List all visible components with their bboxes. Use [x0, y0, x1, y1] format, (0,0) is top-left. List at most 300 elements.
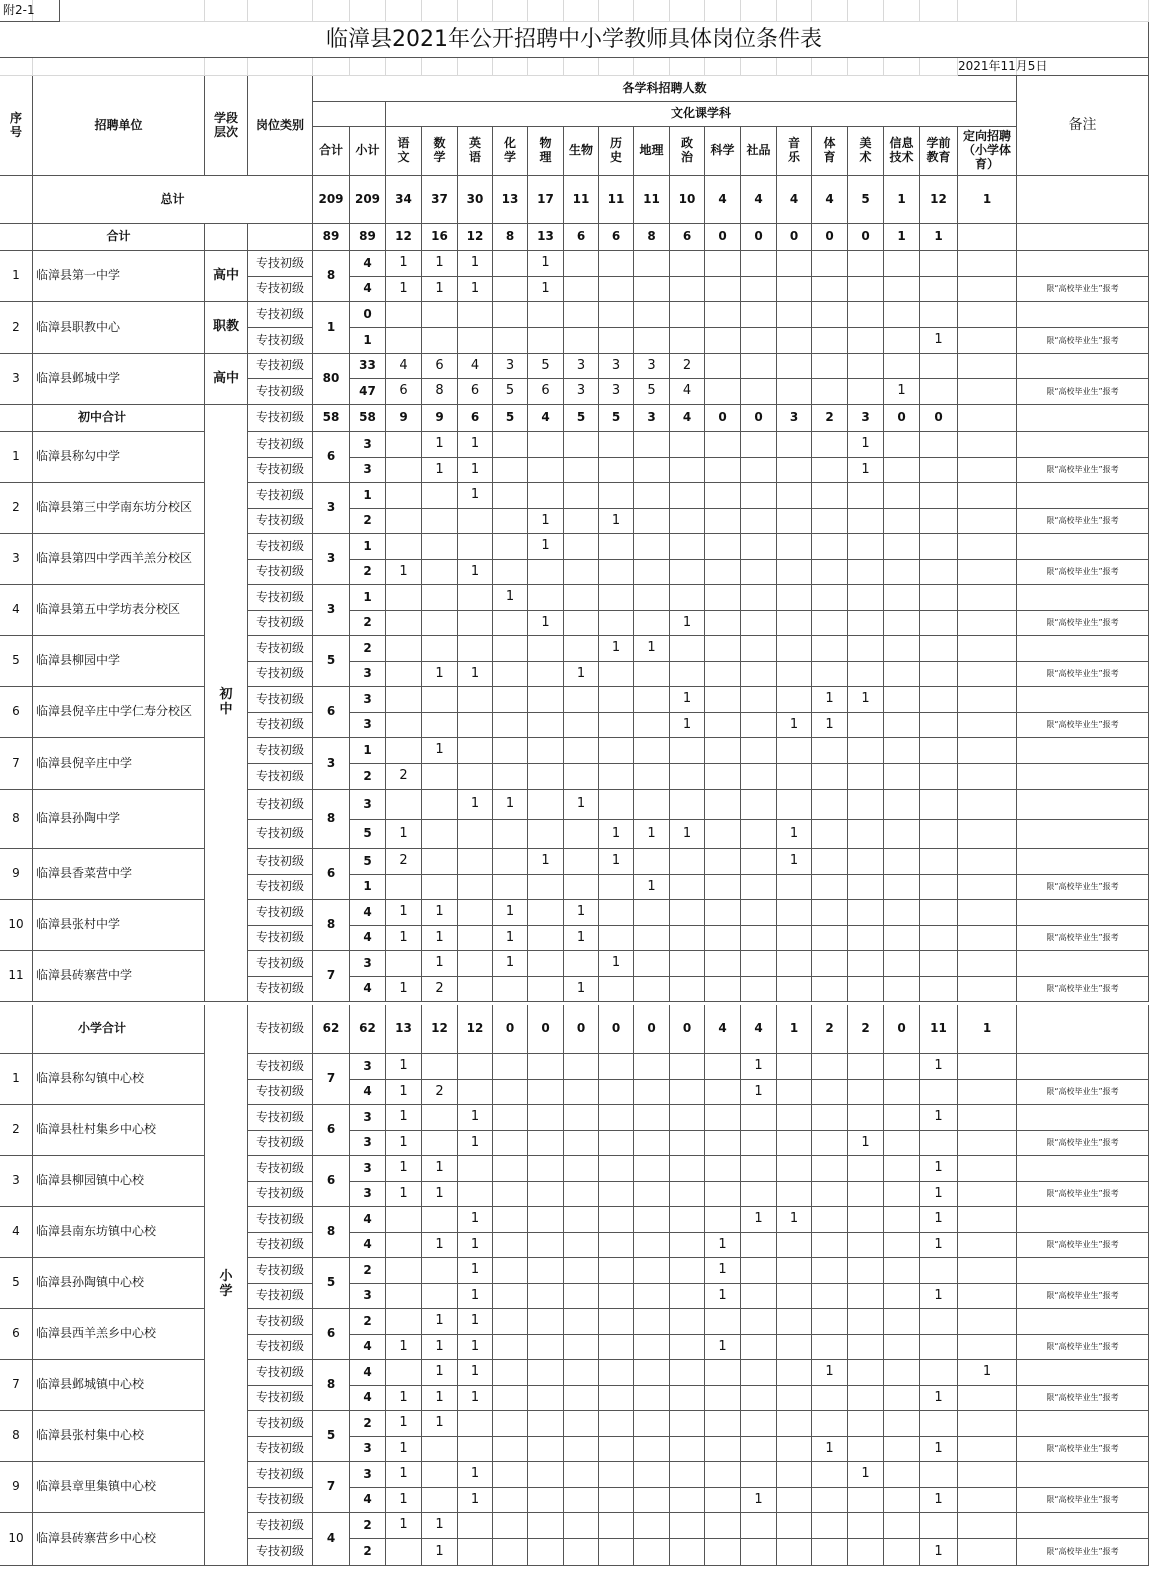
subject-count: 1 [458, 1233, 493, 1258]
row-subtotal: 5 [350, 849, 386, 875]
subject-count [812, 379, 848, 405]
subject-count: 1 [564, 790, 599, 820]
subject-count [741, 328, 777, 354]
subject-count: 1 [599, 636, 634, 662]
subject-count: 1 [458, 560, 493, 585]
subject-count [458, 875, 493, 900]
header-spacer [313, 102, 386, 127]
post-category: 专技初级 [248, 277, 313, 302]
summary-value: 209 [350, 176, 386, 224]
subject-count [777, 636, 812, 662]
subject-count [670, 1131, 705, 1156]
subject-count [741, 662, 777, 687]
subject-count: 1 [920, 1105, 958, 1131]
summary-seq [0, 224, 33, 251]
subject-count [812, 432, 848, 458]
subject-count [528, 1462, 564, 1488]
subject-count [386, 1309, 422, 1335]
subject-count [599, 1462, 634, 1488]
subject-count [493, 1360, 528, 1386]
subject-count [958, 687, 1017, 713]
unit-total: 5 [313, 636, 350, 687]
row-subtotal: 1 [350, 483, 386, 509]
subject-count [812, 328, 848, 354]
subject-count: 1 [741, 1207, 777, 1233]
subject-count [777, 687, 812, 713]
subject-count [458, 302, 493, 328]
subject-count: 1 [422, 1386, 458, 1411]
sheet-grid-cell [741, 0, 777, 22]
subject-count [812, 458, 848, 483]
subject-count [777, 328, 812, 354]
row-subtotal: 4 [350, 1335, 386, 1360]
unit-seq: 8 [0, 1411, 33, 1462]
sheet-grid-cell [493, 0, 528, 22]
sheet-grid-cell [741, 58, 777, 76]
subject-count: 1 [705, 1233, 741, 1258]
unit-seq: 1 [0, 251, 33, 302]
sheet-grid-cell [313, 0, 350, 22]
subject-count [386, 458, 422, 483]
subject-count [705, 458, 741, 483]
row-subtotal: 1 [350, 738, 386, 764]
subject-count [958, 1309, 1017, 1335]
remark-cell [1017, 354, 1149, 379]
subject-count [634, 534, 670, 560]
remark-cell [1017, 687, 1149, 713]
subject-count: 1 [920, 1233, 958, 1258]
summary-value: 0 [777, 224, 812, 251]
subject-count: 1 [458, 662, 493, 687]
post-category: 专技初级 [248, 432, 313, 458]
summary-value: 3 [634, 405, 670, 432]
unit-name: 临漳县南东坊镇中心校 [33, 1207, 205, 1258]
summary-value: 4 [777, 176, 812, 224]
subject-count [884, 1360, 920, 1386]
subject-count: 1 [422, 1513, 458, 1539]
remark-cell [1017, 764, 1149, 790]
subject-count [777, 585, 812, 611]
subject-count [528, 560, 564, 585]
subject-count: 6 [422, 354, 458, 379]
subject-count [599, 900, 634, 926]
summary-value: 0 [920, 405, 958, 432]
summary-value: 1 [920, 224, 958, 251]
subject-count [458, 1156, 493, 1182]
sheet-grid-cell [248, 58, 313, 76]
subject-count [920, 509, 958, 534]
subject-count [777, 1386, 812, 1411]
unit-name: 临漳县柳园中学 [33, 636, 205, 687]
subject-count [528, 662, 564, 687]
subject-count [777, 738, 812, 764]
subject-count [528, 585, 564, 611]
post-category: 专技初级 [248, 1386, 313, 1411]
subject-count [458, 738, 493, 764]
subject-count [422, 764, 458, 790]
subject-count: 1 [528, 251, 564, 277]
subject-count [884, 458, 920, 483]
remark-cell: 限“高校毕业生”报考 [1017, 277, 1149, 302]
summary-value: 2 [812, 1005, 848, 1054]
row-subtotal: 3 [350, 1284, 386, 1309]
subject-count [884, 1539, 920, 1566]
remark-cell: 限“高校毕业生”报考 [1017, 977, 1149, 1002]
summary-value: 4 [670, 405, 705, 432]
summary-value: 17 [528, 176, 564, 224]
subject-count [564, 277, 599, 302]
subject-count [599, 764, 634, 790]
subject-count [458, 764, 493, 790]
subject-count [670, 1488, 705, 1513]
subject-count [528, 1513, 564, 1539]
subject-count [812, 1080, 848, 1105]
subject-count: 1 [386, 1105, 422, 1131]
subject-count [884, 1080, 920, 1105]
unit-name: 临漳县称勾中学 [33, 432, 205, 483]
subject-count [493, 1386, 528, 1411]
subject-count [920, 820, 958, 849]
summary-value: 37 [422, 176, 458, 224]
unit-name: 临漳县杜村集乡中心校 [33, 1105, 205, 1156]
subject-count: 8 [422, 379, 458, 405]
subject-count: 1 [777, 849, 812, 875]
unit-total: 8 [313, 1207, 350, 1258]
sheet-grid-cell [0, 58, 33, 76]
subject-count [741, 354, 777, 379]
post-category: 专技初级 [248, 1131, 313, 1156]
subject-count [493, 1105, 528, 1131]
subject-count [670, 483, 705, 509]
subject-count [812, 251, 848, 277]
row-subtotal: 2 [350, 1539, 386, 1566]
subject-count [741, 483, 777, 509]
subject-count [528, 1309, 564, 1335]
summary-value: 13 [528, 224, 564, 251]
sheet-grid-cell [958, 0, 1017, 22]
subject-count: 1 [386, 900, 422, 926]
subject-count: 1 [422, 251, 458, 277]
subject-count [493, 764, 528, 790]
post-category: 专技初级 [248, 1488, 313, 1513]
subject-count [812, 1156, 848, 1182]
subject-count: 1 [599, 820, 634, 849]
remark-cell [1017, 1005, 1149, 1054]
summary-value: 5 [599, 405, 634, 432]
unit-total: 6 [313, 687, 350, 738]
post-category: 专技初级 [248, 509, 313, 534]
summary-value: 58 [350, 405, 386, 432]
subject-count [958, 458, 1017, 483]
subject-count [705, 1105, 741, 1131]
unit-name: 临漳县邺城中学 [33, 354, 205, 405]
subject-count [422, 875, 458, 900]
subject-count [741, 1156, 777, 1182]
remark-cell [1017, 900, 1149, 926]
unit-name: 临漳县第三中学南东坊分校区 [33, 483, 205, 534]
subject-count: 1 [422, 277, 458, 302]
summary-value: 3 [777, 405, 812, 432]
subject-count [564, 509, 599, 534]
subject-count [670, 1207, 705, 1233]
subject-count [386, 1258, 422, 1284]
subject-count [777, 1233, 812, 1258]
subject-count [493, 534, 528, 560]
subject-count [528, 1488, 564, 1513]
post-category: 专技初级 [248, 849, 313, 875]
column-header-subject: 体 育 [812, 127, 848, 176]
post-category: 专技初级 [248, 405, 313, 432]
subject-count [564, 560, 599, 585]
subject-count [958, 379, 1017, 405]
subject-count [670, 1335, 705, 1360]
subject-count [564, 951, 599, 977]
subject-count [634, 1156, 670, 1182]
column-header-remark: 备注 [1017, 76, 1149, 176]
summary-value: 1 [958, 1005, 1017, 1054]
subject-count [884, 1207, 920, 1233]
subject-count [812, 1233, 848, 1258]
subject-count [564, 328, 599, 354]
subject-count: 6 [386, 379, 422, 405]
row-subtotal: 4 [350, 1360, 386, 1386]
subject-count [458, 820, 493, 849]
subject-count: 1 [458, 1284, 493, 1309]
row-subtotal: 3 [350, 1105, 386, 1131]
subject-count [705, 277, 741, 302]
subject-count [812, 483, 848, 509]
subject-count [599, 1513, 634, 1539]
subject-count [920, 251, 958, 277]
subject-count [812, 820, 848, 849]
subject-count [812, 585, 848, 611]
subject-count: 1 [848, 1131, 884, 1156]
subject-count [493, 687, 528, 713]
subject-count [634, 585, 670, 611]
subject-count [958, 1131, 1017, 1156]
subject-count [958, 900, 1017, 926]
subject-count [777, 977, 812, 1002]
unit-total: 1 [313, 302, 350, 354]
subject-count [564, 1462, 599, 1488]
summary-value: 0 [564, 1005, 599, 1054]
subject-count [958, 1105, 1017, 1131]
subject-count: 1 [458, 1462, 493, 1488]
subject-count [848, 302, 884, 328]
subject-count [634, 662, 670, 687]
summary-value: 8 [493, 224, 528, 251]
post-category: 专技初级 [248, 251, 313, 277]
subject-count [599, 1386, 634, 1411]
subject-count: 1 [458, 1386, 493, 1411]
subject-count: 1 [848, 458, 884, 483]
subject-count [493, 875, 528, 900]
subject-count [493, 560, 528, 585]
subject-count [599, 1182, 634, 1207]
row-subtotal: 4 [350, 900, 386, 926]
subject-count: 1 [528, 611, 564, 636]
subject-count [705, 1054, 741, 1080]
subject-count [920, 277, 958, 302]
subject-count: 1 [458, 432, 493, 458]
unit-total: 5 [313, 1258, 350, 1309]
subject-count [599, 1156, 634, 1182]
summary-seq [0, 176, 33, 224]
subject-count [493, 432, 528, 458]
subject-count [848, 1539, 884, 1566]
subject-count [634, 328, 670, 354]
subject-count [741, 251, 777, 277]
subject-count [634, 1182, 670, 1207]
subject-count [741, 534, 777, 560]
subject-count: 1 [386, 560, 422, 585]
subject-count: 3 [634, 354, 670, 379]
subject-count [634, 738, 670, 764]
subject-count [528, 790, 564, 820]
remark-cell: 限“高校毕业生”报考 [1017, 458, 1149, 483]
subject-count [884, 1258, 920, 1284]
row-subtotal: 3 [350, 790, 386, 820]
subject-count [670, 458, 705, 483]
subject-count [958, 354, 1017, 379]
subject-count [634, 1360, 670, 1386]
subject-count [493, 849, 528, 875]
subject-count: 1 [458, 1488, 493, 1513]
subject-count [884, 1054, 920, 1080]
subject-count [884, 1437, 920, 1462]
subject-count [777, 432, 812, 458]
subject-count [634, 790, 670, 820]
remark-cell: 限“高校毕业生”报考 [1017, 713, 1149, 738]
subject-count [422, 713, 458, 738]
subject-count [884, 977, 920, 1002]
subject-count [812, 1309, 848, 1335]
subject-count: 1 [422, 1182, 458, 1207]
subject-count [705, 1437, 741, 1462]
subject-count [634, 1513, 670, 1539]
subject-count [812, 1411, 848, 1437]
subject-count [958, 432, 1017, 458]
subject-count [599, 662, 634, 687]
subject-count: 3 [599, 379, 634, 405]
subject-count [564, 585, 599, 611]
sheet-grid-cell [528, 0, 564, 22]
subject-count [705, 1360, 741, 1386]
subject-count [564, 1054, 599, 1080]
subject-count [958, 1539, 1017, 1566]
subject-count [599, 926, 634, 951]
subject-count [884, 662, 920, 687]
subject-count [920, 875, 958, 900]
subject-count: 1 [493, 900, 528, 926]
subject-count [599, 1437, 634, 1462]
subject-count [528, 875, 564, 900]
subject-count: 1 [422, 1539, 458, 1566]
unit-name: 临漳县倪辛庄中学仁寿分校区 [33, 687, 205, 738]
subject-count [528, 1182, 564, 1207]
subject-count: 1 [777, 713, 812, 738]
subject-count [670, 1105, 705, 1131]
subject-count [705, 1080, 741, 1105]
subject-count: 4 [670, 379, 705, 405]
subject-count [705, 483, 741, 509]
post-category: 专技初级 [248, 458, 313, 483]
subject-count [741, 379, 777, 405]
unit-seq: 5 [0, 636, 33, 687]
subject-count [884, 1233, 920, 1258]
subject-count: 1 [458, 277, 493, 302]
column-header-subject: 物 理 [528, 127, 564, 176]
subject-count [564, 1539, 599, 1566]
subject-count [812, 560, 848, 585]
subject-count: 1 [458, 1309, 493, 1335]
subject-count [812, 1513, 848, 1539]
subject-count [741, 1411, 777, 1437]
summary-value: 0 [493, 1005, 528, 1054]
subject-count [741, 1182, 777, 1207]
column-header-level: 学段 层次 [205, 76, 248, 176]
unit-name: 临漳县第一中学 [33, 251, 205, 302]
subject-count: 1 [386, 1080, 422, 1105]
attachment-label: 附2-1 [0, 0, 60, 22]
subject-count [564, 1309, 599, 1335]
subject-count [920, 585, 958, 611]
subject-count: 1 [386, 1054, 422, 1080]
unit-seq: 6 [0, 687, 33, 738]
subject-count [599, 611, 634, 636]
subject-count [564, 764, 599, 790]
unit-seq: 6 [0, 1309, 33, 1360]
unit-seq: 3 [0, 354, 33, 405]
unit-total: 8 [313, 790, 350, 849]
subject-count: 1 [422, 1309, 458, 1335]
remark-cell: 限“高校毕业生”报考 [1017, 1488, 1149, 1513]
subject-count [493, 977, 528, 1002]
column-header-subject: 地理 [634, 127, 670, 176]
subject-count [848, 1233, 884, 1258]
subject-count [812, 302, 848, 328]
subject-count [777, 1411, 812, 1437]
subject-count: 1 [528, 849, 564, 875]
summary-value: 11 [920, 1005, 958, 1054]
subject-count [599, 713, 634, 738]
subject-count [528, 820, 564, 849]
remark-cell [1017, 738, 1149, 764]
subject-count [458, 951, 493, 977]
subject-count [493, 1080, 528, 1105]
subject-count [848, 1182, 884, 1207]
subject-count [670, 1437, 705, 1462]
subject-count [670, 1080, 705, 1105]
subject-count: 1 [920, 328, 958, 354]
subject-count [634, 900, 670, 926]
subject-count [386, 302, 422, 328]
post-category: 专技初级 [248, 900, 313, 926]
subject-count: 4 [458, 354, 493, 379]
subject-count [812, 534, 848, 560]
level-middle: 初 中 [205, 405, 248, 1002]
subject-count [705, 1386, 741, 1411]
subject-count [599, 977, 634, 1002]
subject-count [884, 1488, 920, 1513]
subject-count: 1 [670, 687, 705, 713]
subject-count [848, 277, 884, 302]
post-category: 专技初级 [248, 302, 313, 328]
summary-value: 10 [670, 176, 705, 224]
subject-count [848, 1156, 884, 1182]
subject-count [741, 1105, 777, 1131]
subject-count [564, 875, 599, 900]
